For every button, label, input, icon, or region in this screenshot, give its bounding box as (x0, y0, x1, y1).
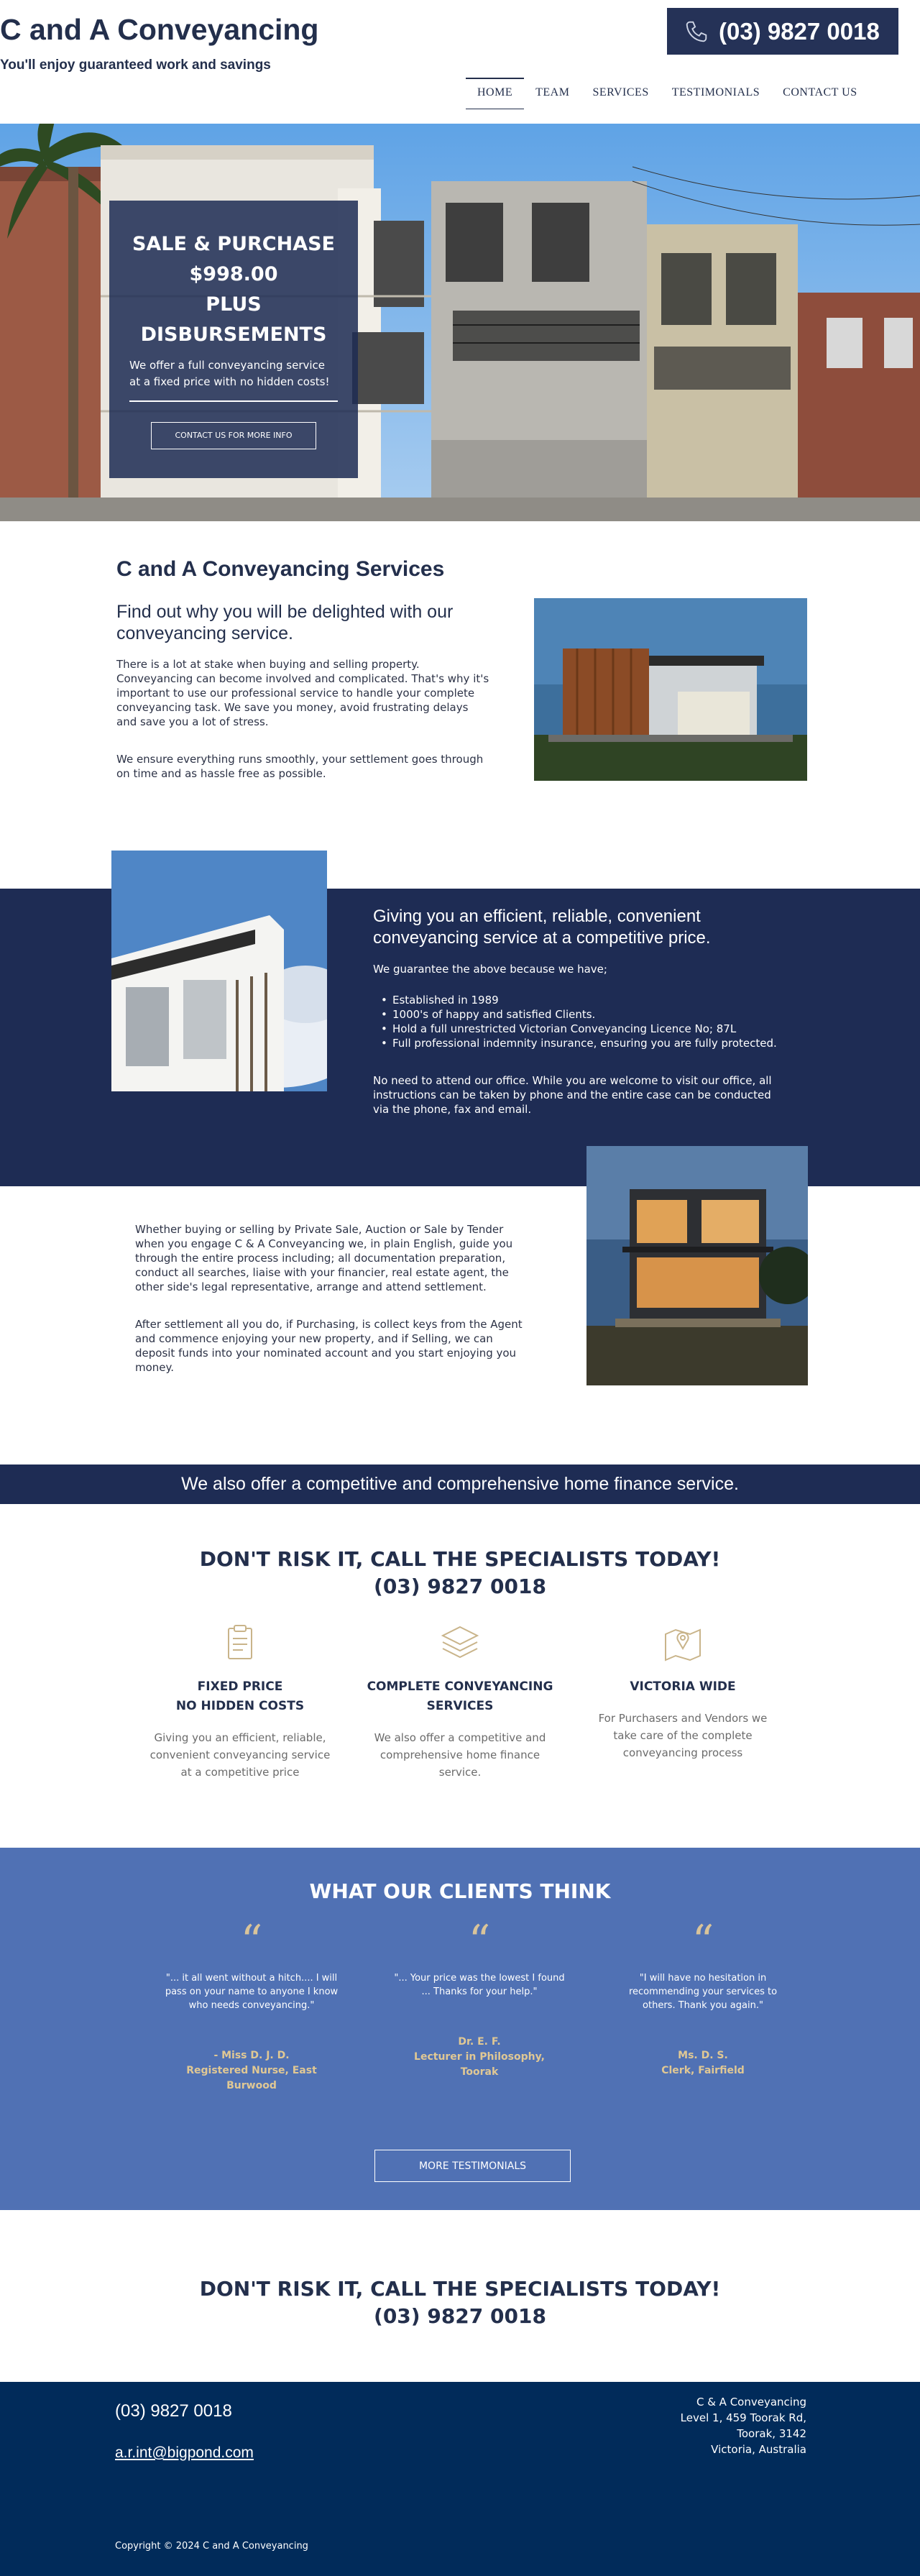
process-paragraph: Whether buying or selling by Private Sale, Auction or Sale by Tender when you engage C & A Conveyancing we, in plain English, guide you through the entire process including; all documentation preparation, conduct all searches, liaise with your financier, real estate agent, the other side's legal representative, arrange and attend settlement. (135, 1223, 513, 1293)
feature-fixed-price (132, 1623, 348, 1781)
nav-contact-us[interactable]: CONTACT US (783, 86, 857, 98)
feature-title-line: SERVICES (426, 1699, 494, 1713)
hero-offer-text: We offer a full conveyancing service at a fixed price with no hidden costs! (129, 359, 330, 388)
main-nav (466, 78, 869, 109)
cta-phone[interactable]: (03) 9827 0018 (374, 2304, 546, 2328)
footer-address (618, 2394, 806, 2457)
cta-title: DON'T RISK IT, CALL THE SPECIALISTS TODAY! (199, 2277, 721, 2301)
cta-section (0, 1546, 920, 1600)
services-paragraph: There is a lot at stake when buying and selling property. Conveyancing can become involved and complicated. That's why it's important to use our professional service to handle your complete conveyancing task. We save you money, avoid frustrating delays and save you a lot of stress. (116, 658, 489, 728)
address-line: Level 1, 459 Toorak Rd, (680, 2411, 806, 2424)
feature-title-line: COMPLETE CONVEYANCING (367, 1679, 553, 1694)
site-tagline: You'll enjoy guaranteed work and savings (0, 58, 271, 73)
list-item: • Established in 1989 (392, 993, 795, 1007)
services-subheading: Find out why you will be delighted with our conveyancing service. (116, 602, 454, 643)
map-icon (663, 1623, 703, 1663)
testimonial-quote: "I will have no hesitation in recommending your services to others. Thank you again." (628, 1973, 778, 2011)
hero-title-line: PLUS (206, 293, 262, 316)
header-phone-number: (03) 9827 0018 (719, 17, 880, 45)
finance-banner: We also offer a competitive and comprehensive home finance service. (0, 1465, 920, 1504)
quote-mark-icon: “ (468, 1916, 491, 1966)
nav-team[interactable]: TEAM (535, 86, 570, 98)
feature-complete-conveyancing (352, 1623, 568, 1781)
guarantee-intro: We guarantee the above because we have; (373, 963, 607, 976)
feature-title-line: FIXED PRICE (197, 1679, 283, 1694)
testimonial-author: Dr. E. F. (458, 2036, 501, 2048)
quote-mark-icon: “ (240, 1916, 263, 1966)
testimonial-author: Toorak (460, 2066, 499, 2078)
nav-home[interactable]: HOME (466, 78, 524, 109)
footer-phone[interactable]: (03) 9827 0018 (115, 2401, 232, 2421)
feature-text: Giving you an efficient, reliable, convenient conveyancing service at a competitive price (150, 1731, 331, 1779)
feature-title-line: VICTORIA WIDE (630, 1679, 736, 1694)
more-testimonials-button[interactable]: MORE TESTIMONIALS (374, 2150, 571, 2182)
list-item: • 1000's of happy and satisfied Clients. (392, 1007, 795, 1022)
testimonials-title: WHAT OUR CLIENTS THINK (309, 1879, 611, 1903)
testimonial-quote: "... Your price was the lowest I found ... Thanks for your help." (394, 1973, 565, 1997)
list-item: • Hold a full unrestricted Victorian Conveyancing Licence No; 87L (392, 1022, 795, 1036)
nav-services[interactable]: SERVICES (592, 86, 649, 98)
testimonial-card (613, 1916, 793, 2078)
guarantee-list (392, 993, 795, 1050)
layers-icon (440, 1623, 480, 1663)
guarantee-heading: Giving you an efficient, reliable, convenient conveyancing service at a competitive price. (373, 907, 711, 948)
services-paragraph: We ensure everything runs smoothly, your settlement goes through on time and as hassle free as possible. (116, 753, 484, 780)
clipboard-icon (220, 1623, 260, 1663)
hero-title-line: DISBURSEMENTS (140, 324, 327, 346)
building-facade-image (111, 851, 327, 1091)
address-line: Victoria, Australia (711, 2443, 806, 2456)
footer-email-link[interactable]: a.r.int@bigpond.com (115, 2444, 254, 2461)
contact-us-button[interactable]: CONTACT US FOR MORE INFO (151, 422, 316, 449)
feature-victoria-wide (575, 1623, 791, 1761)
phone-icon (683, 18, 710, 45)
cta-section (0, 2275, 920, 2330)
modern-house-image (534, 598, 807, 781)
nav-testimonials[interactable]: TESTIMONIALS (671, 86, 760, 98)
hero-title-line: $998.00 (189, 263, 278, 285)
address-line: C & A Conveyancing (696, 2396, 806, 2408)
feature-title-line: NO HIDDEN COSTS (175, 1699, 305, 1713)
testimonial-author: Ms. D. S. (678, 2050, 728, 2061)
testimonial-author: Clerk, Fairfield (661, 2065, 745, 2076)
site-title: C and A Conveyancing (0, 13, 319, 46)
hero-offer-title (109, 229, 358, 350)
cta-phone[interactable]: (03) 9827 0018 (374, 1575, 546, 1598)
guarantee-paragraph: No need to attend our office. While you are welcome to visit our office, all instructions can be taken by phone and the entire case can be conducted via the phone, fax and email. (373, 1074, 772, 1116)
testimonial-author: Registered Nurse, East Burwood (186, 2065, 317, 2091)
hero-title-line: SALE & PURCHASE (132, 233, 336, 255)
copyright: Copyright © 2024 C and A Conveyancing (115, 2541, 308, 2552)
header-phone-button[interactable] (667, 8, 898, 55)
feature-text: We also offer a competitive and comprehensive home finance service. (374, 1731, 546, 1779)
testimonial-quote: "... it all went without a hitch.... I will pass on your name to anyone I know who needs conveyancing." (165, 1973, 339, 2011)
hero-divider (129, 400, 338, 402)
testimonial-card (390, 1916, 569, 2080)
cta-title: DON'T RISK IT, CALL THE SPECIALISTS TODAY! (199, 1547, 721, 1571)
testimonial-author: - Miss D. J. D. (213, 2050, 290, 2061)
testimonial-card (162, 1916, 341, 2094)
testimonial-author: Lecturer in Philosophy, (414, 2051, 545, 2063)
services-heading: C and A Conveyancing Services (116, 557, 445, 581)
process-paragraph: After settlement all you do, if Purchasing, is collect keys from the Agent and commence enjoying your new property, and if Selling, we can deposit funds into your nominated account and you start enjoying you money. (135, 1318, 523, 1374)
hero-offer-box (109, 201, 358, 478)
two-storey-house-image (586, 1146, 808, 1385)
list-item: • Full professional indemnity insurance, ensuring you are fully protected. (392, 1036, 795, 1050)
quote-mark-icon: “ (691, 1916, 714, 1966)
address-line: Toorak, 3142 (737, 2427, 806, 2440)
feature-text: For Purchasers and Vendors we take care of the complete conveyancing process (598, 1712, 768, 1759)
